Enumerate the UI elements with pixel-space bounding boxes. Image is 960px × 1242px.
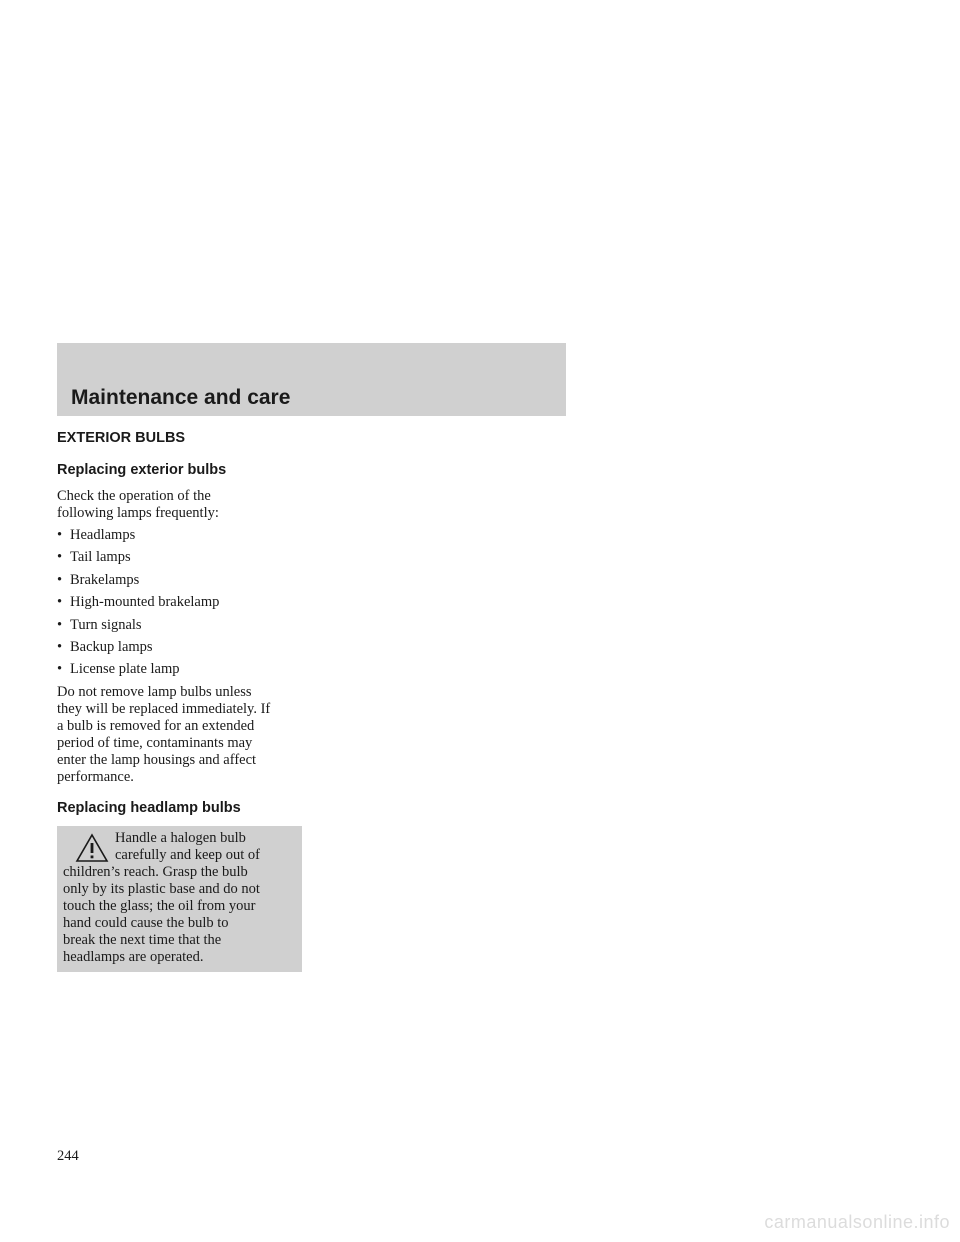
subheading-replacing-exterior-bulbs: Replacing exterior bulbs — [57, 462, 227, 478]
warning-line: Handle a halogen bulb — [115, 829, 246, 846]
page-number: 244 — [57, 1148, 79, 1164]
bullet-icon: • — [57, 661, 63, 678]
bullet-icon: • — [57, 571, 63, 588]
warning-line: headlamps are operated. — [63, 948, 204, 965]
lamp-list — [57, 527, 302, 678]
warning-line: children’s reach. Grasp the bulb — [63, 863, 248, 880]
warning-line: carefully and keep out of — [115, 846, 260, 863]
section-header-band — [57, 343, 566, 416]
bullet-icon: • — [57, 616, 63, 633]
intro-line: Check the operation of the — [57, 488, 211, 504]
list-item: • High-mounted brakelamp — [57, 594, 220, 611]
bullet-icon: • — [57, 638, 63, 655]
subheading-replacing-headlamp-bulbs: Replacing headlamp bulbs — [57, 799, 241, 816]
list-item: • Brakelamps — [57, 571, 140, 588]
warning-line: break the next time that the — [63, 931, 222, 948]
page-content — [57, 428, 302, 972]
list-item: • Headlamps — [57, 527, 136, 543]
bullet-icon: • — [57, 549, 63, 566]
list-item: • Tail lamps — [57, 549, 131, 566]
note-paragraph: Do not remove lamp bulbs unless they will be replaced immediately. If a bulb is removed for an extended period of time, contaminants may enter the lamp housings and affect performance. — [57, 683, 271, 785]
section-title: Maintenance and care — [71, 386, 291, 409]
bullet-icon: • — [57, 594, 63, 611]
main-heading: EXTERIOR BULBS — [57, 430, 186, 446]
warning-line: hand could cause the bulb to — [63, 914, 229, 931]
warning-triangle-icon — [75, 833, 109, 863]
intro-paragraph — [57, 488, 302, 522]
warning-line: touch the glass; the oil from your — [63, 897, 256, 914]
warning-box — [57, 826, 302, 972]
warning-line: only by its plastic base and do not — [63, 880, 260, 897]
list-item: • License plate lamp — [57, 661, 180, 678]
list-item: • Turn signals — [57, 616, 142, 633]
list-item: • Backup lamps — [57, 638, 153, 655]
bullet-icon: • — [57, 527, 63, 543]
intro-line: following lamps frequently: — [57, 505, 219, 521]
watermark: carmanualsonline.info — [764, 1212, 950, 1232]
